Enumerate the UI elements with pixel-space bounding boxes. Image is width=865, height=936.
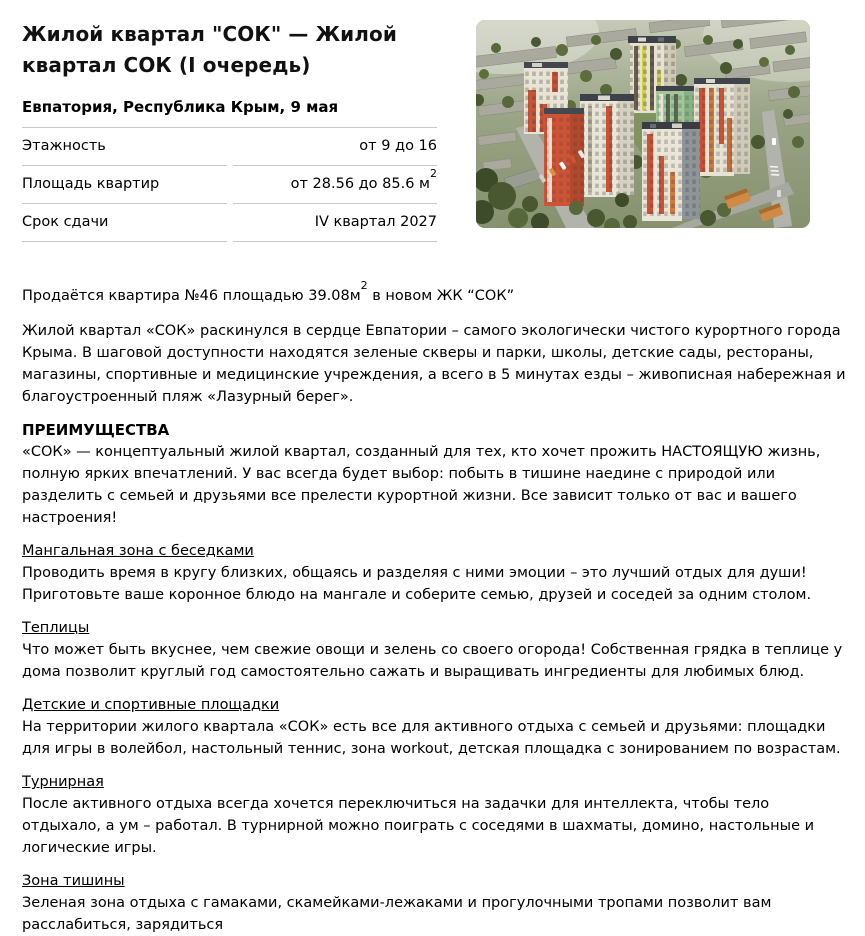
section-title: Теплицы	[22, 620, 90, 636]
info-value	[233, 204, 437, 242]
complex-aerial-render	[476, 20, 810, 228]
info-value-text: от 28.56 до 85.6 м	[290, 176, 430, 192]
section-title: Мангальная зона с беседками	[22, 543, 254, 559]
superscript: 2	[360, 279, 368, 293]
listing-description	[22, 279, 852, 936]
complex-aerial-photo[interactable]	[476, 20, 810, 228]
section-title: Турнирная	[22, 774, 104, 790]
lead-text: Продаётся квартира №46 площадью 39.08м	[22, 288, 361, 304]
lead-text-after: в новом ЖК “СОК”	[367, 288, 515, 304]
section-title: Детские и спортивные площадки	[22, 697, 280, 713]
feature-section-greenhouses	[22, 617, 852, 683]
advantages-paragraph: «СОК» — концептуальный жилой квартал, созданный для тех, кто хочет прожить НАСТОЯЩУЮ жизнь, полную ярких впечатлений. У вас всегда будет выбор: побыть в тишине наедине с природой или разделить с семьей и друзьями все прелести курортной жизни. Все зависит только от вас и вашего настроения!	[22, 444, 821, 526]
info-label: Срок сдачи	[22, 204, 227, 242]
intro-paragraph: Жилой квартал «СОК» раскинулся в сердце Евпатории – самого экологически чистого курортного города Крыма. В шаговой доступности находятся зеленые скверы и парки, школы, детские сады, рестораны, магазины, спортивные и медицинские учреждения, а всего в 5 минутах езды – живописная набережная и благоустроенный пляж «Лазурный берег».	[22, 323, 846, 405]
feature-section-quiet-zone	[22, 870, 852, 936]
info-label: Этажность	[22, 128, 227, 166]
info-label: Площадь квартир	[22, 166, 227, 204]
listing-lead	[22, 279, 852, 307]
section-text: Что может быть вкуснее, чем свежие овощи и зелень со своего огорода! Собственная грядка в теплице у дома позволит круглый год самостоятельно сажать и выращивать ингредиенты для любимых блюд.	[22, 642, 843, 680]
info-value-text: IV квартал 2027	[314, 214, 437, 230]
info-value-text: от 9 до 16	[359, 138, 437, 154]
listing-header	[0, 0, 865, 260]
header-left-column	[22, 19, 466, 242]
section-title: Зона тишины	[22, 873, 125, 889]
info-row-floors	[22, 128, 437, 166]
section-text: Проводить время в кругу близких, общаясь и разделяя с ними эмоции – это лучший отдых для души! Приготовьте ваше коронное блюдо на мангале и соберите семью, друзей и соседей за одним столом.	[22, 565, 812, 603]
info-row-area	[22, 166, 437, 204]
info-value	[233, 128, 437, 166]
feature-section-tournament	[22, 771, 852, 859]
section-text: После активного отдыха всегда хочется переключиться на задачки для интеллекта, чтобы тело отдыхало, а ум – работал. В турнирной можно поиграть с соседями в шахматы, домино, настольные и логические игры.	[22, 796, 815, 856]
location-heading: Евпатория, Республика Крым, 9 мая	[22, 98, 437, 128]
superscript: 2	[430, 167, 437, 181]
info-row-deadline	[22, 204, 437, 242]
info-table	[22, 98, 437, 242]
page-title: Жилой квартал "СОК" — Жилой квартал СОК (I очередь)	[22, 22, 397, 77]
feature-section-bbq	[22, 540, 852, 606]
advantages-heading: ПРЕИМУЩЕСТВА	[22, 421, 170, 439]
feature-section-playgrounds	[22, 694, 852, 760]
section-text: Зеленая зона отдыха с гамаками, скамейками-лежаками и прогулочными тропами позволит вам расслабиться, зарядиться	[22, 895, 772, 933]
info-value	[233, 166, 437, 204]
section-text: На территории жилого квартала «СОК» есть все для активного отдыха с семьей и друзьями: площадки для игры в волейбол, настольный теннис, зона workout, детская площадка с зонированием по возрастам.	[22, 719, 841, 757]
